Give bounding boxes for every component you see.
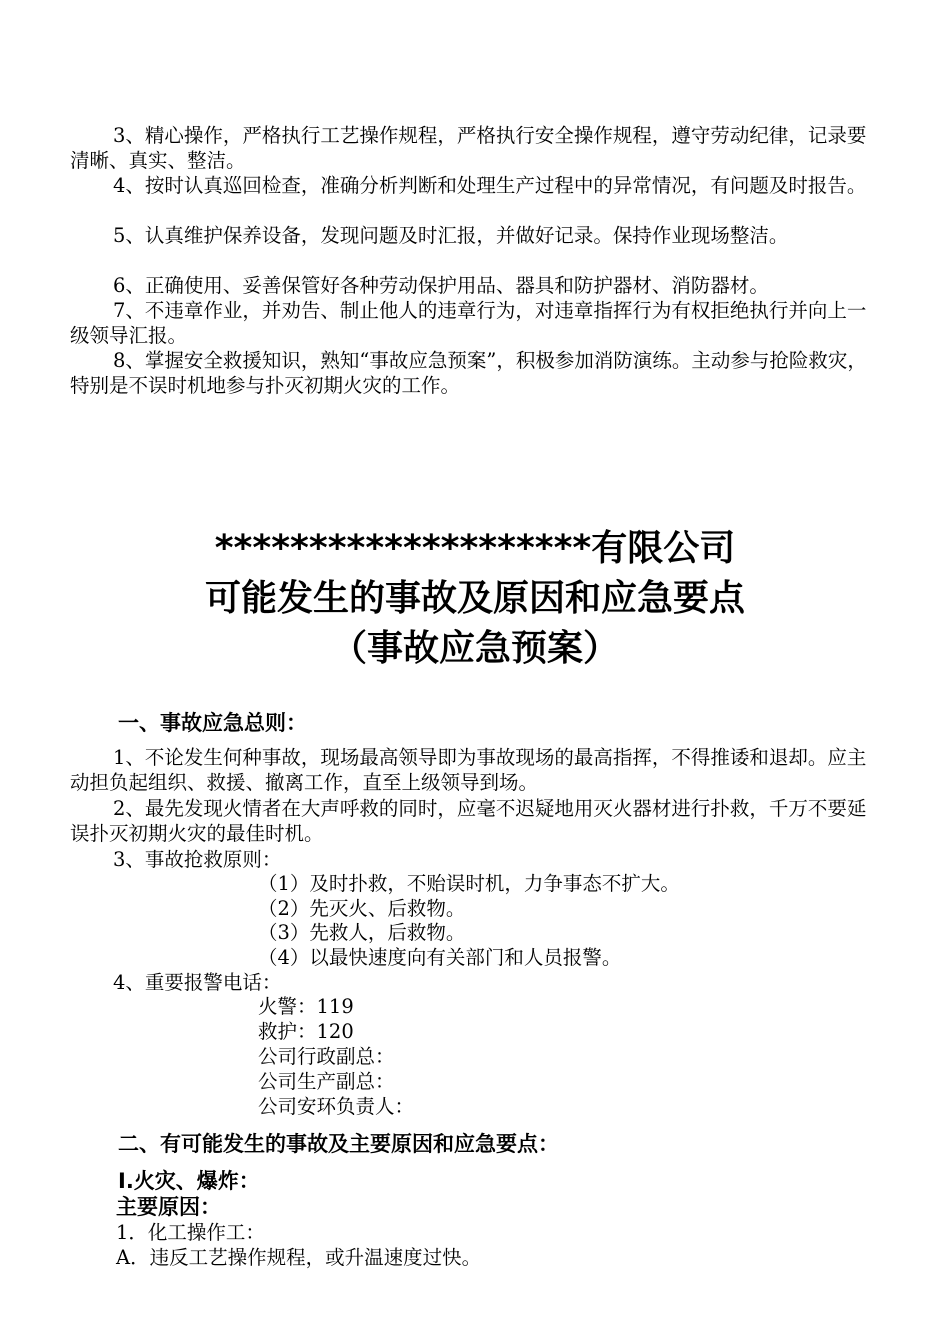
general-rule-3: 3、事故抢救原则： — [113, 848, 282, 871]
phone-safety-officer: 公司安环负责人： — [258, 1095, 415, 1118]
document-subtitle: （事故应急预案） — [330, 628, 619, 669]
duty-item-3: 3、精心操作，严格执行工艺操作规程，严格执行安全操作规程，遵守劳动纪律，记录要清晰、真实、整洁。 — [70, 124, 867, 172]
cause-item-a: A．违反工艺操作规程，或升温速度过快。 — [116, 1246, 482, 1269]
general-rule-4: 4、重要报警电话： — [113, 971, 282, 994]
phone-admin-vp: 公司行政副总： — [258, 1045, 395, 1068]
main-causes-heading: 主要原因： — [116, 1195, 221, 1219]
duty-item-8: 8、掌握安全救援知识，熟知“事故应急预案”，积极参加消防演练。主动参与抢险救灾，特别是不误时机地参与扑灭初期火灾的工作。 — [70, 349, 867, 397]
phone-ambulance: 救护：120 — [258, 1020, 354, 1043]
document-title: 可能发生的事故及原因和应急要点 — [204, 578, 745, 619]
principle-1: （1）及时扑救，不贻误时机，力争事态不扩大。 — [258, 872, 680, 895]
section1-heading: 一、事故应急总则： — [118, 711, 307, 735]
cause-item-1: 1．化工操作工： — [116, 1221, 265, 1244]
phone-production-vp: 公司生产副总： — [258, 1070, 395, 1093]
duty-item-7: 7、不违章作业，并劝告、制止他人的违章行为，对违章指挥行为有权拒绝执行并向上一级领导汇报。 — [70, 299, 867, 347]
principle-2: （2）先灭火、后救物。 — [258, 897, 466, 920]
fire-explosion-heading: Ⅰ.火灾、爆炸： — [118, 1169, 260, 1193]
general-rule-2: 2、最先发现火情者在大声呼救的同时，应毫不迟疑地用灭火器材进行扑救，千万不要延误扑灭初期火灾的最佳时机。 — [70, 797, 867, 845]
phone-fire: 火警：119 — [258, 995, 354, 1018]
duty-item-6: 6、正确使用、妥善保管好各种劳动保护用品、器具和防护器材、消防器材。 — [113, 274, 769, 297]
company-title: ********************有限公司 — [214, 528, 736, 569]
duty-item-5: 5、认真维护保养设备，发现问题及时汇报，并做好记录。保持作业现场整洁。 — [113, 224, 789, 247]
duty-item-4: 4、按时认真巡回检查，准确分析判断和处理生产过程中的异常情况，有问题及时报告。 — [113, 174, 867, 197]
principle-4: （4）以最快速度向有关部门和人员报警。 — [258, 946, 622, 969]
general-rule-1: 1、不论发生何种事故，现场最高领导即为事故现场的最高指挥，不得推诿和退却。应主动担负起组织、救援、撤离工作，直至上级领导到场。 — [70, 746, 867, 794]
principle-3: （3）先救人，后救物。 — [258, 921, 466, 944]
section2-heading: 二、有可能发生的事故及主要原因和应急要点： — [118, 1132, 559, 1156]
